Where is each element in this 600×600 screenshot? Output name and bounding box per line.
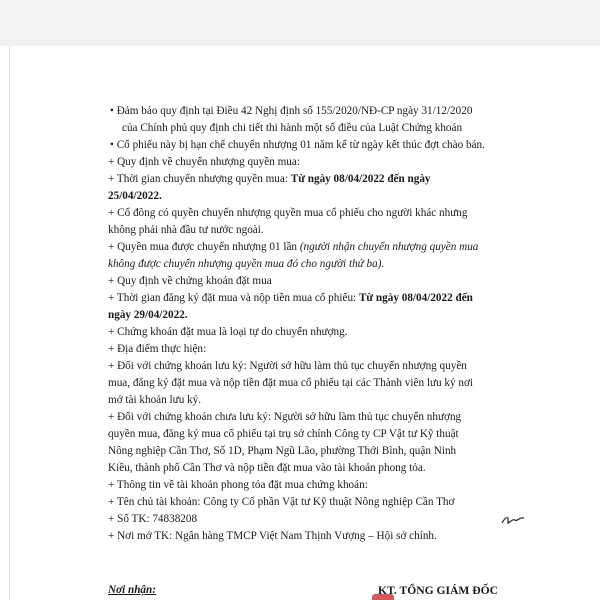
text-segment: + Thời gian chuyển nhượng quyền mua: [108,173,291,185]
text-line: + Đối với chứng khoán chưa lưu ký: Người sở hữu làm thủ tục chuyển nhượng [108,411,462,423]
italic-note: không được chuyển nhượng quyền mua đó cho người thứ ba). [108,258,385,270]
text-line: + Đối với chứng khoán lưu ký: Người sở hữu làm thủ tục chuyển nhượng quyền [108,360,467,372]
text-segment: + Thời gian đăng ký đặt mua và nộp tiền mua cổ phiếu: [108,292,359,304]
initials-signature [500,514,526,528]
scan-top-margin [0,0,600,46]
text-line: + Quy định về chuyển nhượng quyền mua: [108,156,300,168]
text-line: + Chứng khoán đặt mua là loại tự do chuyển nhượng. [108,326,348,338]
text-line: quyền mua, đăng ký mua cổ phiếu tại trụ sở chính Công ty CP Vật tư Kỹ thuật [108,428,459,440]
text-line [108,290,473,306]
bold-date-range: Từ ngày 08/04/2022 đến ngày [290,173,431,185]
bold-date: ngày 29/04/2022. [108,309,188,321]
text-line: + Cổ đông có quyền chuyển nhượng quyền mua cổ phiếu cho người khác nhưng [108,207,468,219]
bold-date: 25/04/2022. [108,190,162,202]
text-line: không phải nhà đầu tư nước ngoài. [108,224,264,236]
text-line [108,171,431,187]
text-line: Nông nghiệp Cần Thơ, Số 1D, Phạm Ngũ Lão, phường Thới Bình, quận Ninh [108,445,457,457]
text-line: + Số TK: 74838208 [108,513,198,525]
text-line [108,239,478,255]
text-line: mua, đăng ký đặt mua và nộp tiền đặt mua cổ phiếu tại các Thành viên lưu ký nơi [108,377,474,389]
text-line: mở tài khoản lưu ký. [108,394,202,406]
bold-date-range: Từ ngày 08/04/2022 đến [358,292,473,304]
text-segment: + Quyền mua được chuyển nhượng 01 lần [108,241,300,253]
italic-note: (người nhận chuyển nhượng quyền mua [299,241,479,253]
text-line: + Thông tin về tài khoản phong tỏa đặt mua chứng khoán: [108,479,368,491]
signer-title: KT. TỔNG GIÁM ĐỐC [378,584,499,597]
bullet-line: • Đảm bảo quy định tại Điều 42 Nghị định số 155/2020/NĐ-CP ngày 31/12/2020 [110,105,473,117]
text-line: + Tên chủ tài khoản: Công ty Cổ phần Vật tư Kỹ thuật Nông nghiệp Cần Thơ [108,496,455,508]
text-line: + Nơi mở TK: Ngân hàng TMCP Việt Nam Thịnh Vượng – Hội sở chính. [108,530,437,542]
text-line: của Chính phủ quy định chi tiết thi hành một số điều của Luật Chứng khoán [122,122,463,134]
recipients-label: Nơi nhận: [108,584,156,596]
text-line: Kiều, thành phố Cần Thơ và nộp tiền đặt mua vào tài khoản phong tỏa. [108,462,426,474]
bullet-line: • Cổ phiếu này bị hạn chế chuyển nhượng 01 năm kể từ ngày kết thúc đợt chào bán. [110,139,485,151]
text-line: + Quy định về chứng khoán đặt mua [108,275,272,287]
text-line: + Địa điểm thực hiện: [108,343,207,355]
